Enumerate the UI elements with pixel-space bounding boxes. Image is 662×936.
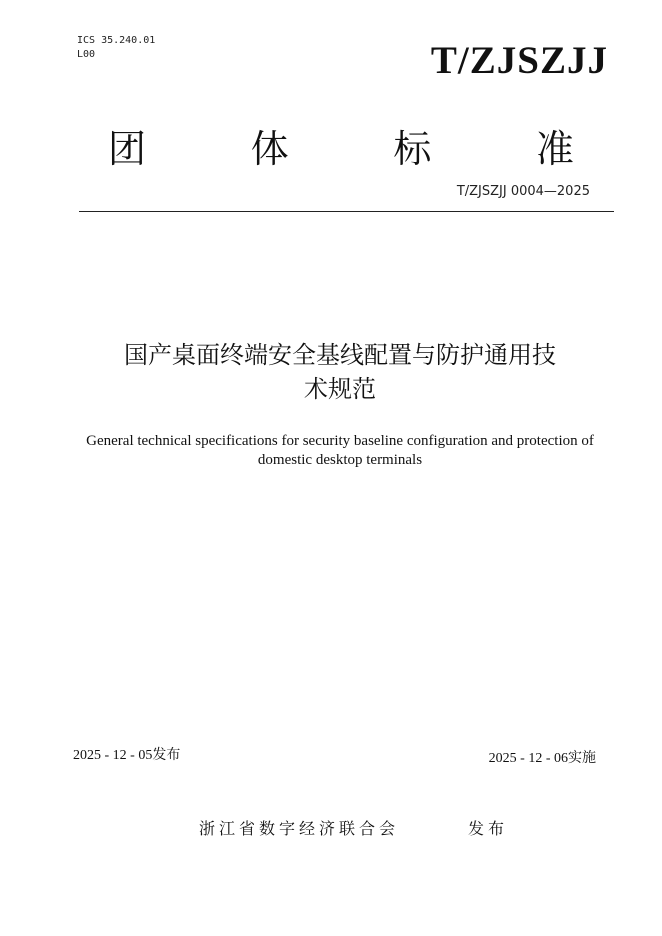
english-title-line: domestic desktop terminals (257, 452, 423, 468)
publish-label: 发布 (468, 819, 509, 838)
divider-line (79, 211, 614, 212)
issue-date: 2025 - 12 - 05发布 (73, 748, 181, 763)
standard-type-char: 准 (535, 126, 574, 171)
standard-type-char: 体 (250, 126, 289, 171)
classification-codes (77, 34, 155, 62)
chinese-title (60, 338, 620, 406)
ics-code: ICS 35.240.01 (77, 35, 156, 46)
implementation-date: 2025 - 12 - 06实施 (488, 751, 596, 766)
chinese-title-line: 术规范 (304, 375, 376, 403)
standard-type-char: 标 (393, 126, 432, 171)
standard-number: T/ZJSZJJ 0004—2025 (456, 184, 590, 199)
ccs-code: L00 (77, 49, 96, 60)
organization-code: T/ZJSZJJ (430, 39, 608, 82)
standard-type-char: 团 (108, 126, 147, 171)
standard-type-heading (108, 120, 574, 170)
chinese-title-line: 国产桌面终端安全基线配置与防护通用技 (124, 341, 556, 369)
english-title (60, 432, 620, 470)
publisher-name: 浙江省数字经济联合会 (199, 819, 400, 838)
english-title-line: General technical specifications for security baseline configuration and protection of (86, 433, 594, 449)
